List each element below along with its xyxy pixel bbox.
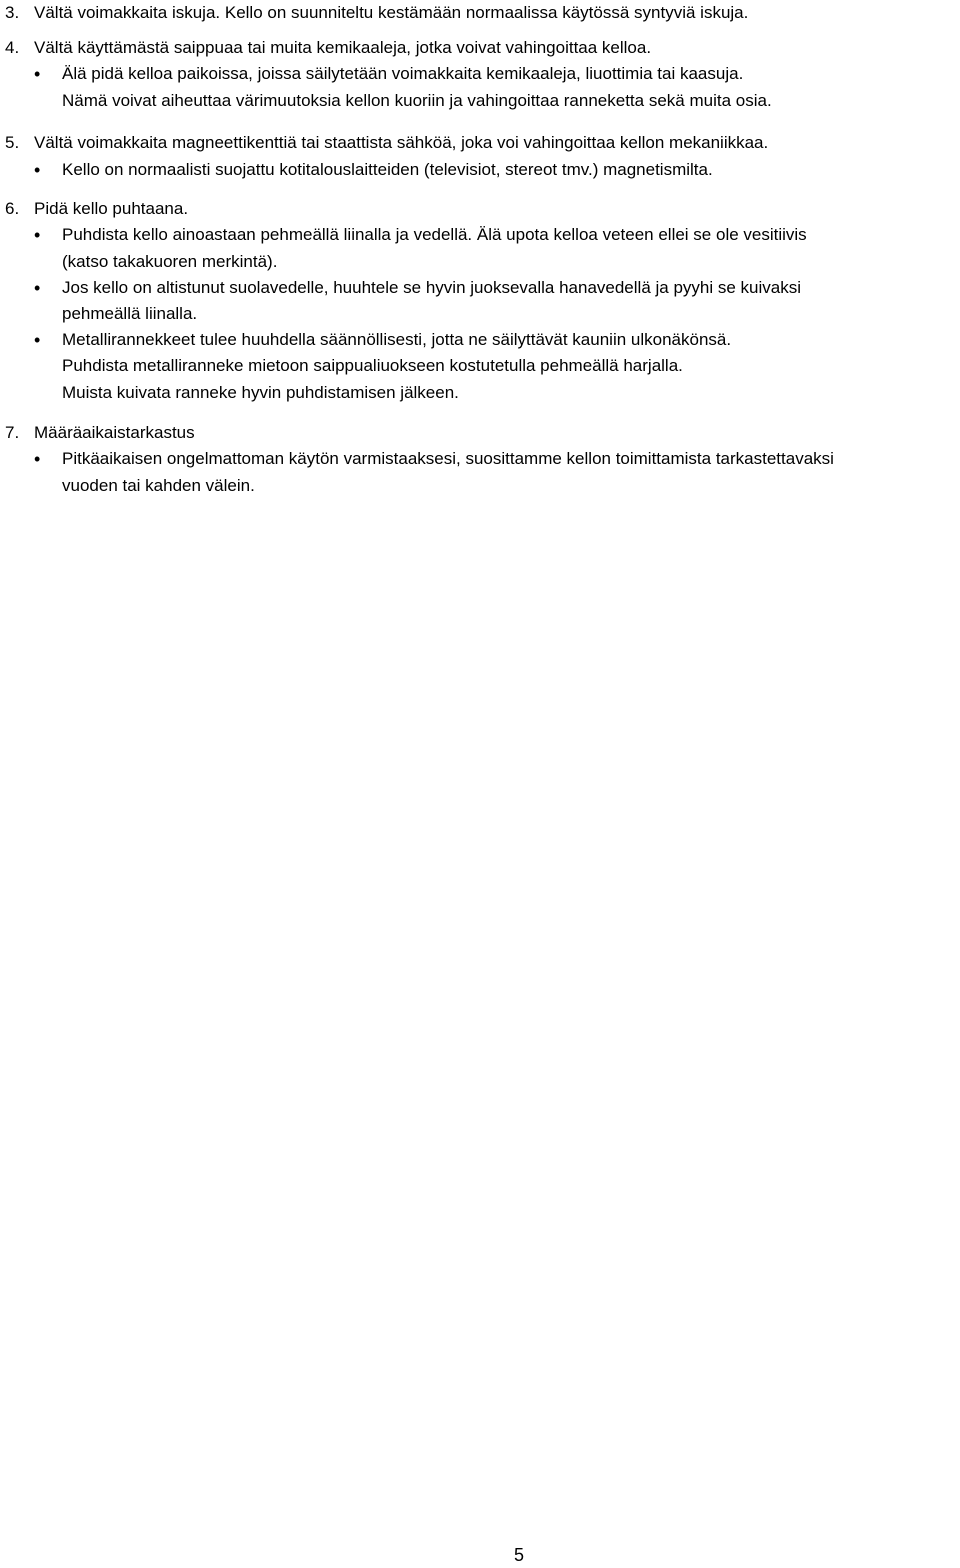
section-heading: Vältä käyttämästä saippuaa tai muita kemikaaleja, jotka voivat vahingoittaa kelloa. <box>34 38 652 57</box>
list-item-text: vuoden tai kahden välein. <box>62 476 255 495</box>
section-number: 6. <box>5 199 20 218</box>
list-item-text: Pitkäaikaisen ongelmattoman käytön varmistaaksesi, suosittamme kellon toimittamista tarkastettavaksi <box>62 449 834 468</box>
section-heading: Pidä kello puhtaana. <box>34 199 189 218</box>
bullet-icon: • <box>34 278 41 298</box>
page-number: 5 <box>514 1545 525 1565</box>
bullet-icon: • <box>34 225 41 245</box>
list-item-text: Muista kuivata ranneke hyvin puhdistamisen jälkeen. <box>62 383 459 402</box>
bullet-icon: • <box>34 160 41 180</box>
list-item-text: Jos kello on altistunut suolavedelle, huuhtele se hyvin juoksevalla hanavedellä ja pyyhi se kuivaksi <box>62 278 802 297</box>
list-item-text: Nämä voivat aiheuttaa värimuutoksia kellon kuoriin ja vahingoittaa ranneketta sekä muita osia. <box>62 91 772 110</box>
list-item-text: pehmeällä liinalla. <box>62 304 198 323</box>
list-item-text: Puhdista metalliranneke mietoon saippualiuokseen kostutetulla pehmeällä harjalla. <box>62 356 683 375</box>
list-item-text: Älä pidä kelloa paikoissa, joissa säilytetään voimakkaita kemikaaleja, liuottimia tai kaasuja. <box>62 64 744 83</box>
bullet-icon: • <box>34 449 41 469</box>
section-heading: Vältä voimakkaita magneettikenttiä tai staattista sähköä, joka voi vahingoittaa kellon mekaniikkaa. <box>34 133 769 152</box>
list-item-text: (katso takakuoren merkintä). <box>62 252 278 271</box>
section-number: 4. <box>5 38 20 57</box>
section-number: 3. <box>5 3 20 22</box>
list-item-text: Kello on normaalisti suojattu kotitalouslaitteiden (televisiot, stereot tmv.) magnetismilta. <box>62 160 713 179</box>
list-item-text: Metallirannekkeet tulee huuhdella säännöllisesti, jotta ne säilyttävät kauniin ulkonäkönsä. <box>62 330 732 349</box>
section-number: 7. <box>5 423 20 442</box>
bullet-icon: • <box>34 330 41 350</box>
section-heading: Vältä voimakkaita iskuja. Kello on suunniteltu kestämään normaalissa käytössä syntyviä iskuja. <box>34 3 749 22</box>
bullet-icon: • <box>34 64 41 84</box>
section-heading: Määräaikaistarkastus <box>34 423 195 442</box>
list-item-text: Puhdista kello ainoastaan pehmeällä liinalla ja vedellä. Älä upota kelloa veteen ellei se ole vesitiivis <box>62 225 807 244</box>
section-number: 5. <box>5 133 20 152</box>
